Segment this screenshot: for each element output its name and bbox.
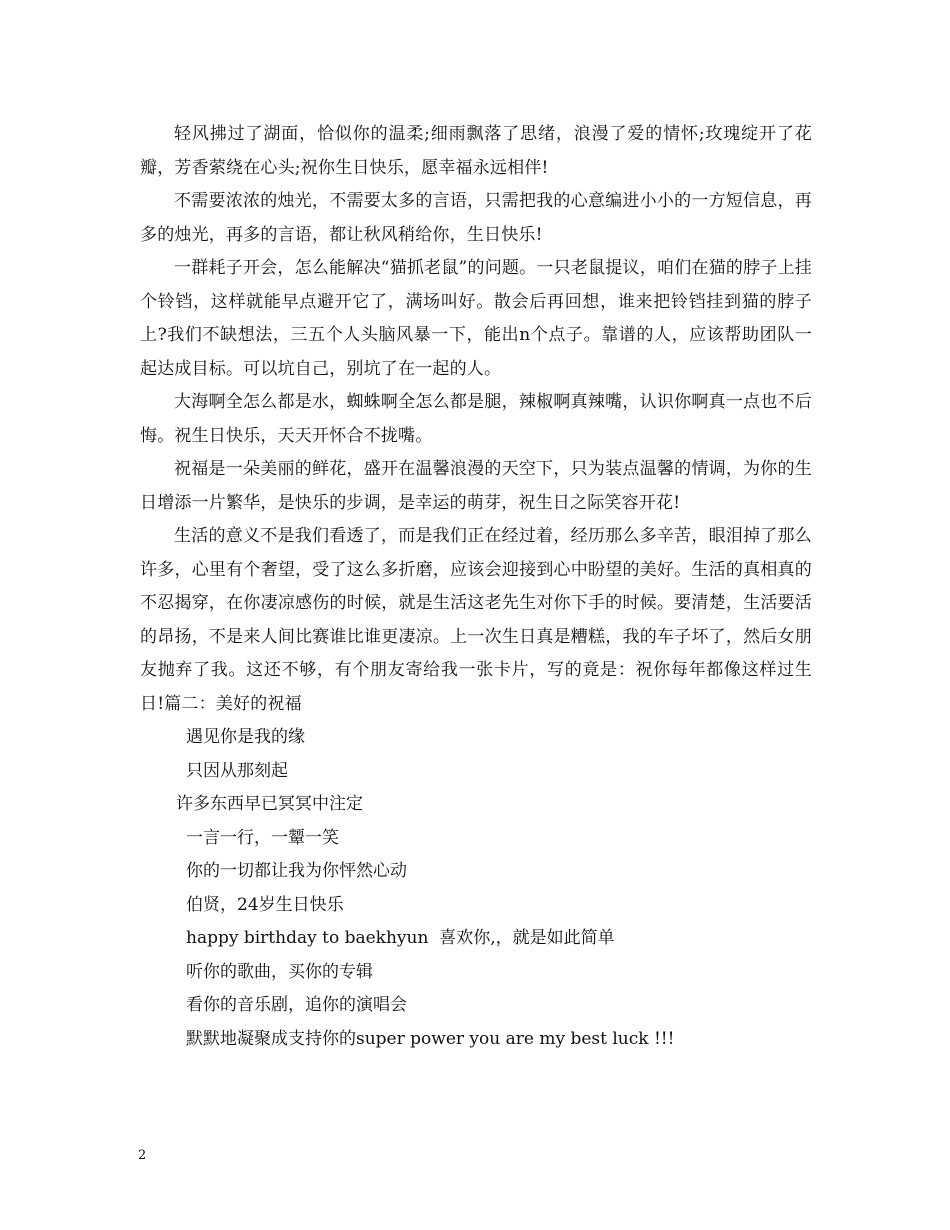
verse-line: 一言一行，一颦一笑 [186, 827, 339, 848]
verse-line: 伯贤，24岁生日快乐 [186, 894, 344, 915]
verse-line: happy birthday to baekhyun 喜欢你,，就是如此简单 [186, 928, 615, 948]
verse-line: 遇见你是我的缘 [186, 727, 305, 747]
page-number: 2 [138, 1148, 147, 1163]
paragraph: 一群耗子开会，怎么能解决“猫抓老鼠”的问题。一只老鼠提议，咱们在猫的脖子上挂个铃铛，这样就能早点避开它了，满场叫好。散会后再回想，谁来把铃铛挂到猫的脖子上?我们不缺想法，三五个人头脑风暴一下，能出n个点子。靠谱的人，应该帮助团队一起达成目标。可以坑自己，别坑了在一起的人。 [140, 258, 812, 379]
verse-line: 听你的歌曲，买你的专辑 [186, 961, 373, 982]
body-text [140, 118, 812, 1056]
verse-line: 许多东西早已冥冥中注定 [176, 794, 363, 814]
paragraph: 祝福是一朵美丽的鲜花，盛开在温馨浪漫的天空下，只为装点温馨的情调，为你的生日增添一片繁华，是快乐的步调，是幸运的萌芽，祝生日之际笑容开花! [140, 459, 812, 513]
paragraph: 轻风拂过了湖面，恰似你的温柔;细雨飘落了思绪，浪漫了爱的情怀;玫瑰绽开了花瓣，芳香萦绕在心头;祝你生日快乐，愿幸福永远相伴! [140, 124, 812, 178]
paragraph: 大海啊全怎么都是水，蜘蛛啊全怎么都是腿，辣椒啊真辣嘴，认识你啊真一点也不后悔。祝生日快乐，天天开怀合不拢嘴。 [140, 392, 812, 446]
verse-line: 只因从那刻起 [186, 760, 288, 781]
verse-line: 看你的音乐剧，追你的演唱会 [186, 995, 407, 1015]
verse-line: 默默地凝聚成支持你的super power you are my best luck !!! [186, 1028, 675, 1049]
verse-line: 你的一切都让我为你怦然心动 [186, 861, 407, 881]
paragraph: 生活的意义不是我们看透了，而是我们正在经过着，经历那么多辛苦，眼泪掉了那么许多，心里有个奢望，受了这么多折磨，应该会迎接到心中盼望的美好。生活的真相真的不忍揭穿，在你凄凉感伤的时候，就是生活这老先生对你下手的时候。要清楚，生活要活的昂扬，不是来人间比赛谁比谁更凄凉。上一次生日真是糟糕，我的车子坏了，然后女朋友抛弃了我。这还不够，有个朋友寄给我一张卡片，写的竟是：祝你每年都像这样过生日!篇二：美好的祝福 [140, 526, 812, 714]
paragraph: 不需要浓浓的烛光，不需要太多的言语，只需把我的心意编进小小的一方短信息，再多的烛光，再多的言语，都让秋风稍给你，生日快乐! [140, 191, 812, 245]
